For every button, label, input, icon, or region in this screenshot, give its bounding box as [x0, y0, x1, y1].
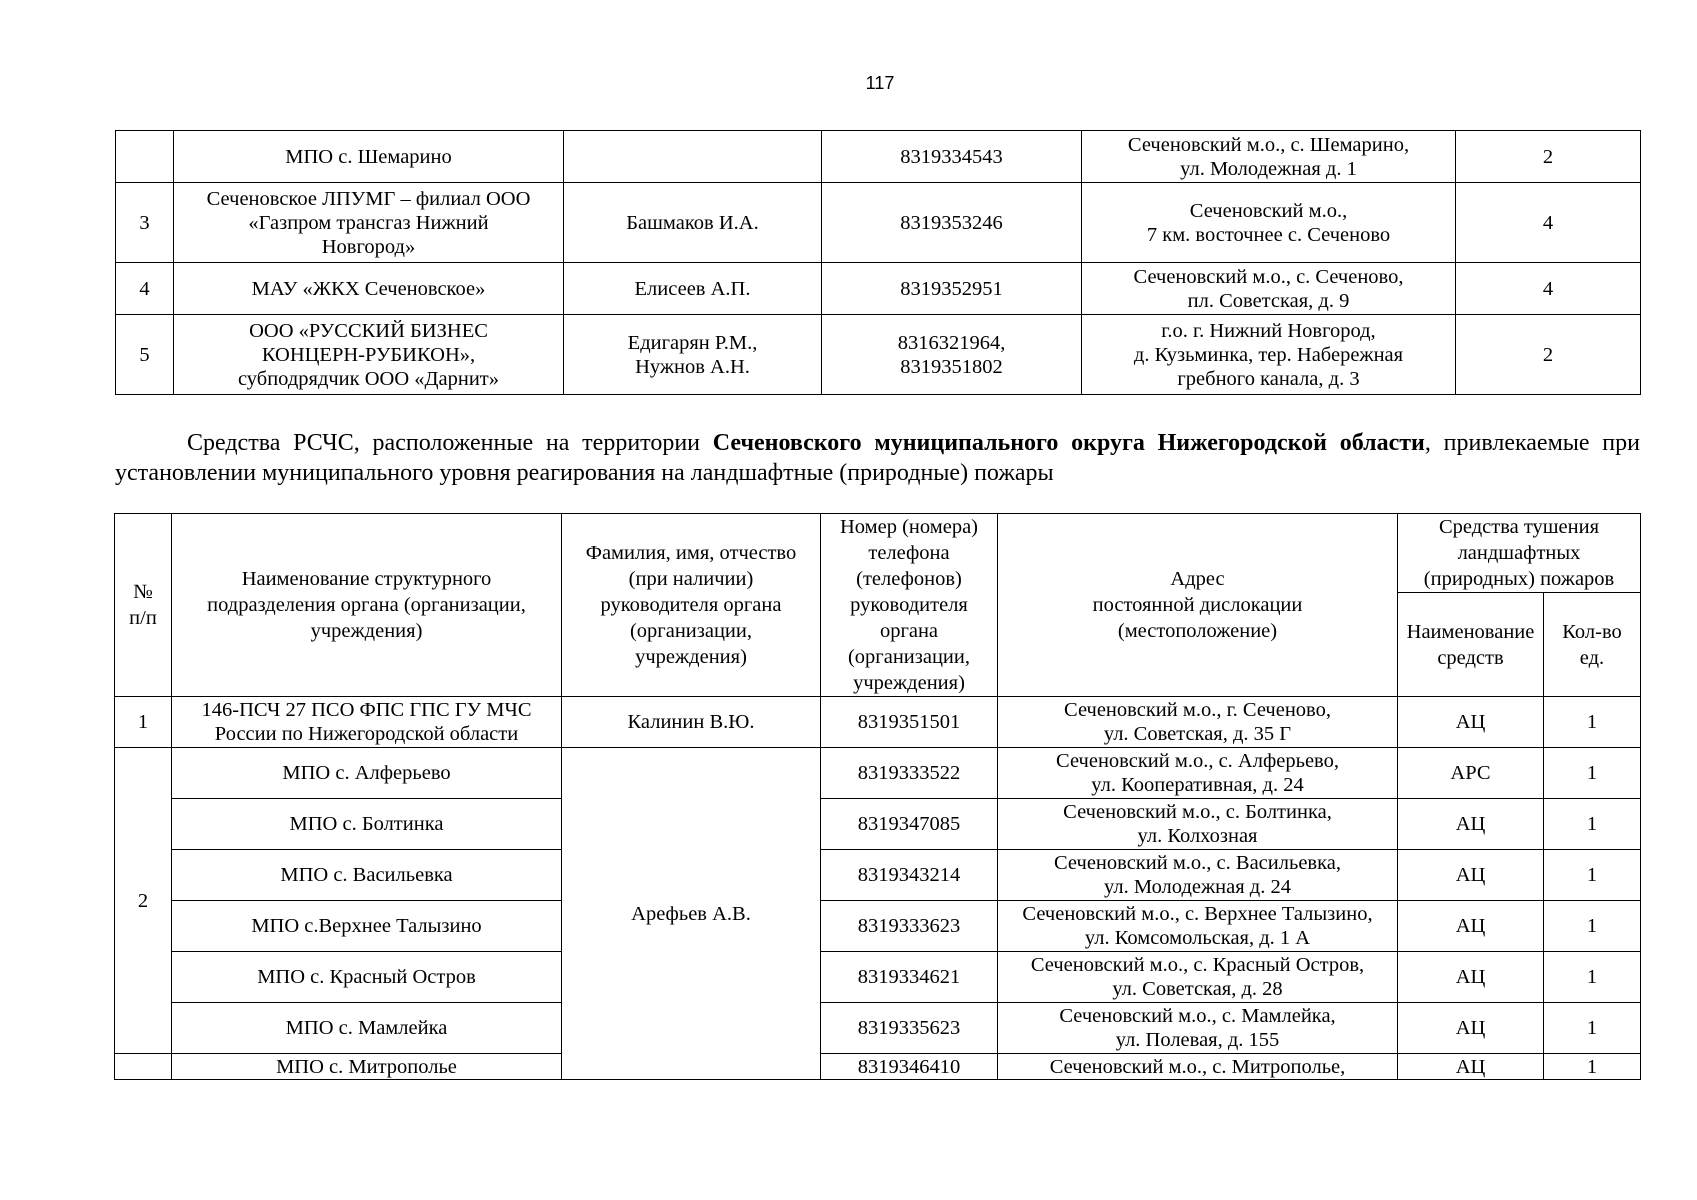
unit-count: 2 — [1456, 131, 1641, 183]
table-row — [115, 952, 1641, 1003]
row-number: 3 — [116, 183, 174, 263]
cell-line: средств — [1437, 646, 1504, 669]
row-number — [116, 131, 174, 183]
cell-line: Сеченовский м.о., с. Митрополье, — [1049, 1055, 1346, 1078]
address — [998, 850, 1398, 901]
organization-name: МПО с. Красный Остров — [172, 952, 562, 1003]
address — [998, 952, 1398, 1003]
header-means-count — [1544, 593, 1641, 697]
table-row — [115, 1054, 1641, 1080]
unit-count: 1 — [1544, 799, 1641, 850]
means-name: АЦ — [1398, 901, 1544, 952]
row-number-continuation — [115, 1054, 172, 1080]
cell-line: Наименование — [1406, 620, 1535, 643]
table-row — [116, 263, 1641, 315]
cell-line: подразделения органа (организации, — [207, 594, 526, 616]
cell-line: ул. Молодежная д. 1 — [1180, 157, 1357, 180]
table-row — [115, 697, 1641, 748]
cell-line: (организации, — [629, 620, 752, 642]
cell-line: 8319334543 — [900, 145, 1003, 168]
organization-name: МПО с. Митрополье — [172, 1054, 562, 1080]
header-name — [172, 514, 562, 697]
phone-number: 8319335623 — [821, 1003, 998, 1054]
cell-line: г.о. г. Нижний Новгород, — [1161, 319, 1376, 342]
unit-count: 1 — [1544, 1003, 1641, 1054]
cell-line: (местоположение) — [1117, 620, 1278, 642]
head-name — [564, 263, 822, 315]
address — [998, 901, 1398, 952]
cell-line: Сеченовский м.о., г. Сеченово, — [1064, 699, 1331, 721]
phone-number — [822, 263, 1082, 315]
address — [1082, 263, 1456, 315]
cell-line: ООО «РУССКИЙ БИЗНЕС — [249, 319, 488, 342]
table-row — [115, 1003, 1641, 1054]
cell-line: Сеченовский м.о., с. Алферьево, — [1056, 750, 1339, 772]
main-table-body — [115, 697, 1641, 1080]
head-name — [564, 315, 822, 395]
means-name: АЦ — [1398, 952, 1544, 1003]
cell-line: Сеченовский м.о., с. Васильевка, — [1054, 852, 1341, 874]
header-num — [115, 514, 172, 697]
cell-line: ул. Полевая, д. 155 — [1115, 1029, 1280, 1051]
cell-line: № — [133, 581, 153, 603]
cell-line: Сеченовский м.о., с. Шемарино, — [1127, 133, 1410, 156]
main-table — [114, 513, 1641, 1080]
cell-line: ул. Советская, д. 35 Г — [1103, 723, 1292, 745]
cell-line: ул. Молодежная д. 24 — [1104, 876, 1291, 898]
row-number: 2 — [115, 748, 172, 1054]
cell-line: ед. — [1579, 646, 1605, 669]
cell-line: Кол-во — [1562, 620, 1622, 643]
organization-name — [174, 315, 564, 395]
unit-count: 1 — [1544, 1054, 1641, 1080]
top-table — [115, 130, 1641, 395]
row-number: 1 — [115, 697, 172, 748]
cell-line: Сеченовский м.о., с. Верхнее Талызино, — [1022, 903, 1373, 925]
header-address — [998, 514, 1398, 697]
cell-line: МПО с. Шемарино — [285, 145, 452, 168]
cell-line: Сеченовский м.о., с. Болтинка, — [1063, 801, 1332, 823]
cell-line: п/п — [129, 607, 157, 629]
organization-name — [174, 183, 564, 263]
cell-line: гребного канала, д. 3 — [1177, 367, 1360, 390]
cell-line: 146-ПСЧ 27 ПСО ФПС ГПС ГУ МЧС — [201, 699, 532, 721]
address — [998, 748, 1398, 799]
head-name — [564, 131, 822, 183]
head-name: Калинин В.Ю. — [562, 697, 821, 748]
unit-count: 1 — [1544, 748, 1641, 799]
cell-line: постоянной дислокации — [1092, 594, 1303, 616]
cell-line: Сеченовское ЛПУМГ – филиал ООО — [206, 187, 531, 210]
cell-line: Башмаков И.А. — [626, 211, 759, 234]
address — [998, 799, 1398, 850]
phone-number — [822, 183, 1082, 263]
cell-line: ул. Комсомольская, д. 1 А — [1084, 927, 1311, 949]
address — [1082, 131, 1456, 183]
cell-line: руководителя органа — [600, 594, 782, 616]
header-means-group — [1398, 514, 1641, 593]
means-name: АЦ — [1398, 1054, 1544, 1080]
phone-number: 8319351501 — [821, 697, 998, 748]
cell-line: (телефонов) — [856, 568, 962, 590]
organization-name — [174, 131, 564, 183]
cell-line: Адрес — [1170, 568, 1225, 590]
organization-name — [172, 697, 562, 748]
cell-line: учреждения) — [310, 620, 423, 642]
phone-number: 8319334621 — [821, 952, 998, 1003]
address — [998, 697, 1398, 748]
means-name: АЦ — [1398, 1003, 1544, 1054]
page-number: 117 — [865, 73, 895, 93]
cell-line: ул. Колхозная — [1137, 825, 1258, 847]
organization-name: МПО с. Мамлейка — [172, 1003, 562, 1054]
unit-count: 2 — [1456, 315, 1641, 395]
head-name: Арефьев А.В. — [562, 748, 821, 1080]
cell-line: Елисеев А.П. — [634, 277, 751, 300]
cell-line: 8319352951 — [900, 277, 1003, 300]
cell-line: Номер (номера) — [839, 516, 978, 538]
cell-line: (организации, — [847, 646, 970, 668]
cell-line: телефона — [868, 542, 950, 564]
cell-line: органа — [879, 620, 939, 642]
intro-bold: Сеченовского муниципального округа Нижегородской области — [712, 430, 1425, 456]
cell-line: Нужнов А.Н. — [635, 355, 750, 378]
table-row — [116, 131, 1641, 183]
cell-line: Фамилия, имя, отчество — [585, 542, 797, 564]
cell-line: 7 км. восточнее с. Сеченово — [1146, 223, 1391, 246]
cell-line: «Газпром трансгаз Нижний — [248, 211, 489, 234]
table-row — [115, 748, 1641, 799]
cell-line: ул. Кооперативная, д. 24 — [1091, 774, 1304, 796]
cell-line: Едигарян Р.М., — [627, 331, 758, 354]
cell-line: учреждения) — [853, 672, 965, 694]
cell-line: ландшафтных — [1457, 542, 1581, 564]
cell-line: пл. Советская, д. 9 — [1187, 289, 1350, 312]
row-number: 4 — [116, 263, 174, 315]
phone-number: 8319343214 — [821, 850, 998, 901]
top-table-body — [116, 131, 1641, 395]
cell-line: КОНЦЕРН-РУБИКОН», — [261, 343, 476, 366]
head-name — [564, 183, 822, 263]
unit-count: 1 — [1544, 901, 1641, 952]
cell-line: Сеченовский м.о., с. Мамлейка, — [1059, 1005, 1336, 1027]
means-name: АЦ — [1398, 850, 1544, 901]
organization-name — [174, 263, 564, 315]
cell-line: Сеченовский м.о., с. Сеченово, — [1133, 265, 1404, 288]
phone-number — [822, 315, 1082, 395]
cell-line: (природных) пожаров — [1423, 568, 1615, 590]
intro-prefix: Средства РСЧС, расположенные на территории — [187, 430, 713, 456]
header-head — [562, 514, 821, 697]
cell-line: субподрядчик ООО «Дарнит» — [237, 367, 500, 390]
cell-line: учреждения) — [635, 646, 747, 668]
organization-name: МПО с. Болтинка — [172, 799, 562, 850]
unit-count: 4 — [1456, 183, 1641, 263]
means-name: АРС — [1398, 748, 1544, 799]
unit-count: 1 — [1544, 952, 1641, 1003]
header-phone — [821, 514, 998, 697]
cell-line: России по Нижегородской области — [214, 723, 519, 745]
phone-number: 8319346410 — [821, 1054, 998, 1080]
cell-line: Новгород» — [321, 235, 416, 258]
means-name: АЦ — [1398, 697, 1544, 748]
cell-line: Средства тушения — [1438, 516, 1600, 538]
cell-line: руководителя — [850, 594, 968, 616]
phone-number: 8319347085 — [821, 799, 998, 850]
unit-count: 1 — [1544, 697, 1641, 748]
cell-line: Сеченовский м.о., — [1189, 199, 1348, 222]
table-row — [116, 315, 1641, 395]
main-table-header — [115, 514, 1641, 697]
organization-name: МПО с. Васильевка — [172, 850, 562, 901]
phone-number — [822, 131, 1082, 183]
intro-paragraph — [115, 428, 1640, 488]
cell-line: д. Кузьминка, тер. Набережная — [1133, 343, 1404, 366]
cell-line: 8319351802 — [900, 355, 1003, 378]
organization-name: МПО с.Верхнее Талызино — [172, 901, 562, 952]
address — [998, 1054, 1398, 1080]
table-row — [115, 901, 1641, 952]
header-means-name — [1398, 593, 1544, 697]
row-number: 5 — [116, 315, 174, 395]
unit-count: 1 — [1544, 850, 1641, 901]
cell-line: 8316321964, — [897, 331, 1006, 354]
unit-count: 4 — [1456, 263, 1641, 315]
table-row — [115, 799, 1641, 850]
organization-name: МПО с. Алферьево — [172, 748, 562, 799]
address — [1082, 315, 1456, 395]
intro-suffix: , привлекаемые при установлении муниципального уровня реагирования на ландшафтные (природные) пожары — [115, 430, 1640, 486]
cell-line: 8319353246 — [900, 211, 1003, 234]
table-row — [116, 183, 1641, 263]
address — [1082, 183, 1456, 263]
cell-line: Наименование структурного — [241, 568, 492, 590]
cell-line: Сеченовский м.о., с. Красный Остров, — [1030, 954, 1365, 976]
cell-line: (при наличии) — [628, 568, 754, 590]
cell-line: ул. Советская, д. 28 — [1112, 978, 1283, 1000]
phone-number: 8319333623 — [821, 901, 998, 952]
phone-number: 8319333522 — [821, 748, 998, 799]
address — [998, 1003, 1398, 1054]
means-name: АЦ — [1398, 799, 1544, 850]
table-row — [115, 850, 1641, 901]
cell-line: МАУ «ЖКХ Сеченовское» — [251, 277, 486, 300]
